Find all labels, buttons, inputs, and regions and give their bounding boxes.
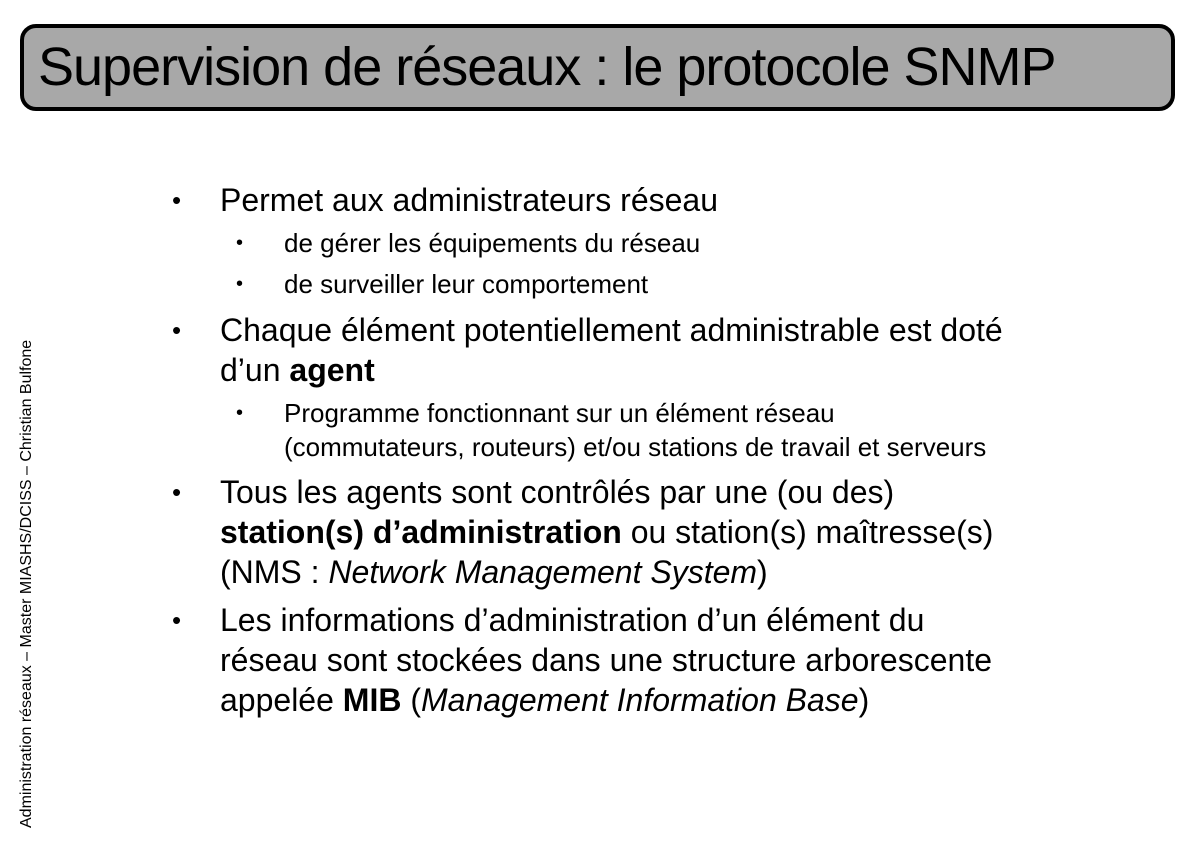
bullet-text: Tous les agents sont contrôlés par une (ou des) station(s) d’administration ou station(s) maîtresse(s) (NMS : Network Management System)	[220, 474, 994, 590]
bullet-text: Chaque élément potentiellement administrable est doté d’un agent	[220, 312, 1003, 388]
slide-title: Supervision de réseaux : le protocole SNMP	[38, 37, 1056, 97]
nms-term: station(s) d’administration	[220, 514, 622, 550]
bullet-marker: •	[172, 315, 182, 345]
sub-bullet-text: Programme fonctionnant sur un élément réseau (commutateurs, routeurs) et/ou stations de travail et serveurs	[284, 398, 987, 462]
bullet-text: Les informations d’administration d’un élément du réseau sont stockées dans une structure arborescente appelée MIB (Management Information Base)	[220, 602, 992, 718]
bullet-marker: •	[172, 605, 182, 635]
sub-bullet-marker: •	[236, 402, 244, 424]
side-caption: Administration réseaux – Master MIASHS/DCISS – Christian Bulfone	[18, 339, 35, 828]
agent-term: agent	[289, 352, 375, 388]
sub-bullet-marker: •	[236, 232, 244, 254]
bullet-marker: •	[172, 185, 182, 215]
sub-bullet-text: de gérer les équipements du réseau	[284, 228, 701, 258]
sub-bullet-marker: •	[236, 273, 244, 295]
bullet-marker: •	[172, 477, 182, 507]
mib-term: MIB	[342, 682, 402, 718]
bullet-text: Permet aux administrateurs réseau	[220, 182, 718, 218]
sub-bullet-text: de surveiller leur comportement	[284, 269, 649, 299]
